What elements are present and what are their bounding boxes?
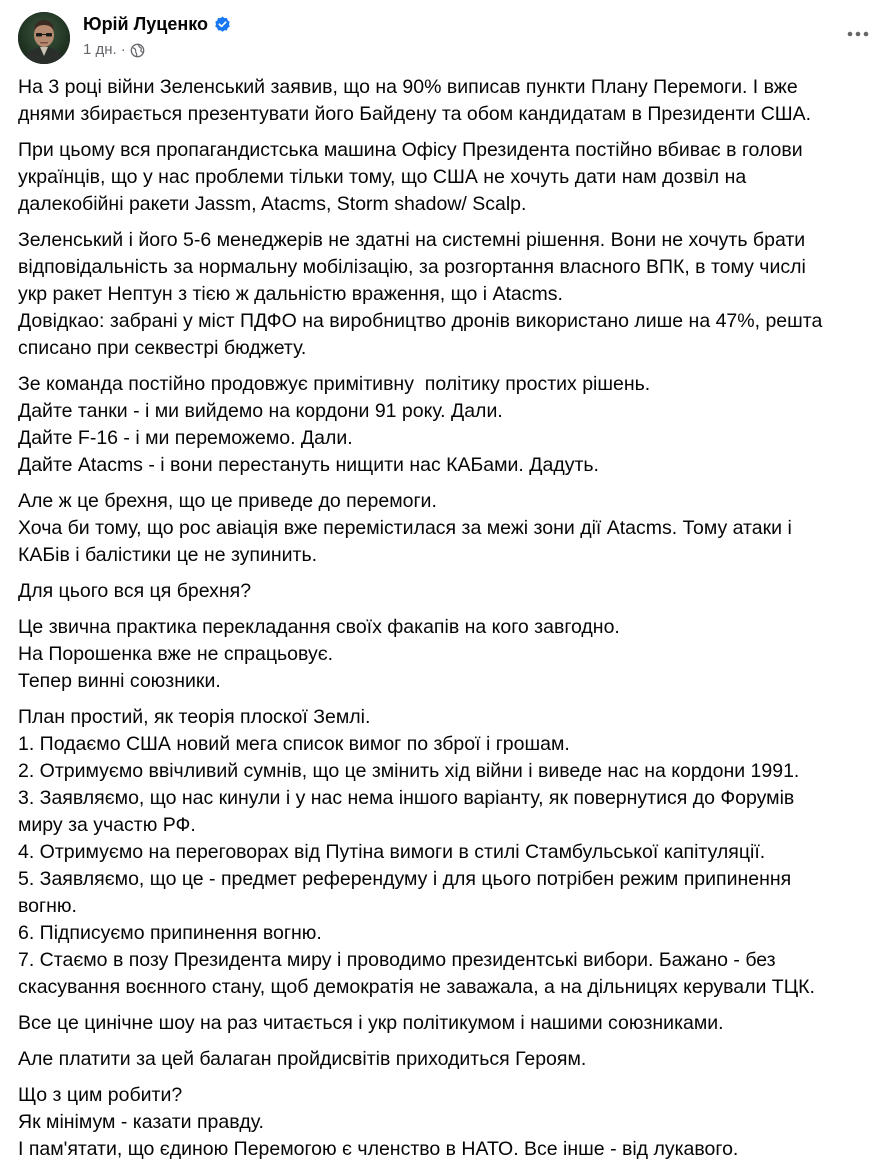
more-options-icon	[847, 31, 869, 37]
paragraph-1	[18, 74, 878, 128]
paragraph-11	[18, 1082, 878, 1163]
paragraph-8	[18, 704, 878, 1001]
text-line: Що з цим робити?	[18, 1084, 183, 1106]
paragraph-10	[18, 1046, 878, 1073]
text-line: вогню.	[18, 895, 77, 917]
text-line: Це звична практика перекладання своїх факапів на кого завгодно.	[18, 616, 620, 638]
paragraph-6	[18, 578, 878, 605]
text-line: 6. Підписуємо припинення вогню.	[18, 922, 322, 944]
globe-icon[interactable]	[130, 43, 145, 58]
text-line: Все це цинічне шоу на раз читається і укр політикумом і нашими союзниками.	[18, 1012, 724, 1034]
author-name[interactable]: Юрій Луценко	[83, 14, 208, 34]
paragraph-7	[18, 614, 878, 695]
text-line: Але ж це брехня, що це приведе до перемоги.	[18, 490, 437, 512]
text-line: На 3 році війни Зеленський заявив, що на 90% виписав пункти Плану Перемоги. І вже	[18, 76, 798, 98]
text-line: 3. Заявляємо, що нас кинули і у нас нема іншого варіанту, як повернутися до Форумів	[18, 787, 795, 809]
text-line: Але платити за цей балаган пройдисвітів приходиться Героям.	[18, 1048, 587, 1070]
text-line: 1. Подаємо США новий мега список вимог по зброї і грошам.	[18, 733, 570, 755]
paragraph-3	[18, 227, 878, 362]
text-line: Хоча би тому, що рос авіація вже перемістилася за межі зони дії Atacms. Тому атаки і	[18, 517, 792, 539]
text-line: Дайте F-16 - і ми переможемо. Дали.	[18, 427, 353, 449]
paragraph-2	[18, 137, 878, 218]
text-line: Як мінімум - казати правду.	[18, 1111, 264, 1133]
text-line: днями збирається презентувати його Байдену та обом кандидатам в Президенти США.	[18, 103, 812, 125]
avatar-photo	[18, 12, 70, 64]
post-body	[18, 74, 878, 1172]
more-options-button[interactable]	[844, 20, 872, 48]
text-line: КАБів і балістики це не зупинить.	[18, 544, 318, 566]
text-line: відповідальність за нормальну мобілізацію, за розгортання власного ВПК, в тому числі	[18, 256, 806, 278]
text-line: 5. Заявляємо, що це - предмет референдуму і для цього потрібен режим припинення	[18, 868, 792, 890]
paragraph-4	[18, 371, 878, 479]
paragraph-9	[18, 1010, 878, 1037]
text-line: При цьому вся пропагандистська машина Офісу Президента постійно вбиває в голови	[18, 139, 803, 161]
text-line: миру за участю РФ.	[18, 814, 196, 836]
text-line: 2. Отримуємо ввічливий сумнів, що це змінить хід війни і виведе нас на кордони 1991.	[18, 760, 800, 782]
text-line: Дайте Atacms - і вони перестануть нищити нас КАБами. Дадуть.	[18, 454, 599, 476]
meta-separator: ·	[120, 41, 126, 58]
text-line: скасування воєнного стану, щоб демократія не заважала, а на дільницях керували ТЦК.	[18, 976, 815, 998]
text-line: Для цього вся ця брехня?	[18, 580, 252, 602]
text-line: укр ракет Нептун з тією ж дальністю враження, що і Atacms.	[18, 283, 563, 305]
text-line: Дайте танки - і ми вийдемо на кордони 91 року. Дали.	[18, 400, 503, 422]
paragraph-5	[18, 488, 878, 569]
verified-badge-icon	[214, 16, 231, 33]
text-line: На Порошенка вже не спрацьовує.	[18, 643, 334, 665]
text-line: План простий, як теорія плоскої Землі.	[18, 706, 371, 728]
post-meta	[83, 41, 231, 59]
author-row	[83, 12, 231, 36]
text-line: І пам'ятати, що єдиною Перемогою є членство в НАТО. Все інше - від лукавого.	[18, 1138, 739, 1160]
text-line: Зе команда постійно продовжує примітивну політику простих рішень.	[18, 373, 651, 395]
text-line: українців, що у нас проблеми тільки тому, що США не хочуть дати нам дозвіл на	[18, 166, 747, 188]
text-line: Зеленський і його 5-6 менеджерів не здатні на системні рішення. Вони не хочуть брати	[18, 229, 806, 251]
text-line: 7. Стаємо в позу Президента миру і проводимо президентські вибори. Бажано - без	[18, 949, 776, 971]
avatar[interactable]	[18, 12, 70, 64]
post-timestamp[interactable]: 1 дн.	[83, 41, 117, 58]
text-line: далекобійні ракети Jassm, Atacms, Storm shadow/ Scalp.	[18, 193, 527, 215]
text-line: Тепер винні союзники.	[18, 670, 221, 692]
text-line: списано при секвестрі бюджету.	[18, 337, 307, 359]
text-line: Довідкао: забрані у міст ПДФО на виробництво дронів використано лише на 47%, решта	[18, 310, 823, 332]
text-line: 4. Отримуємо на переговорах від Путіна вимоги в стилі Стамбульської капітуляції.	[18, 841, 766, 863]
author-block	[83, 12, 231, 59]
post-header	[0, 0, 882, 74]
